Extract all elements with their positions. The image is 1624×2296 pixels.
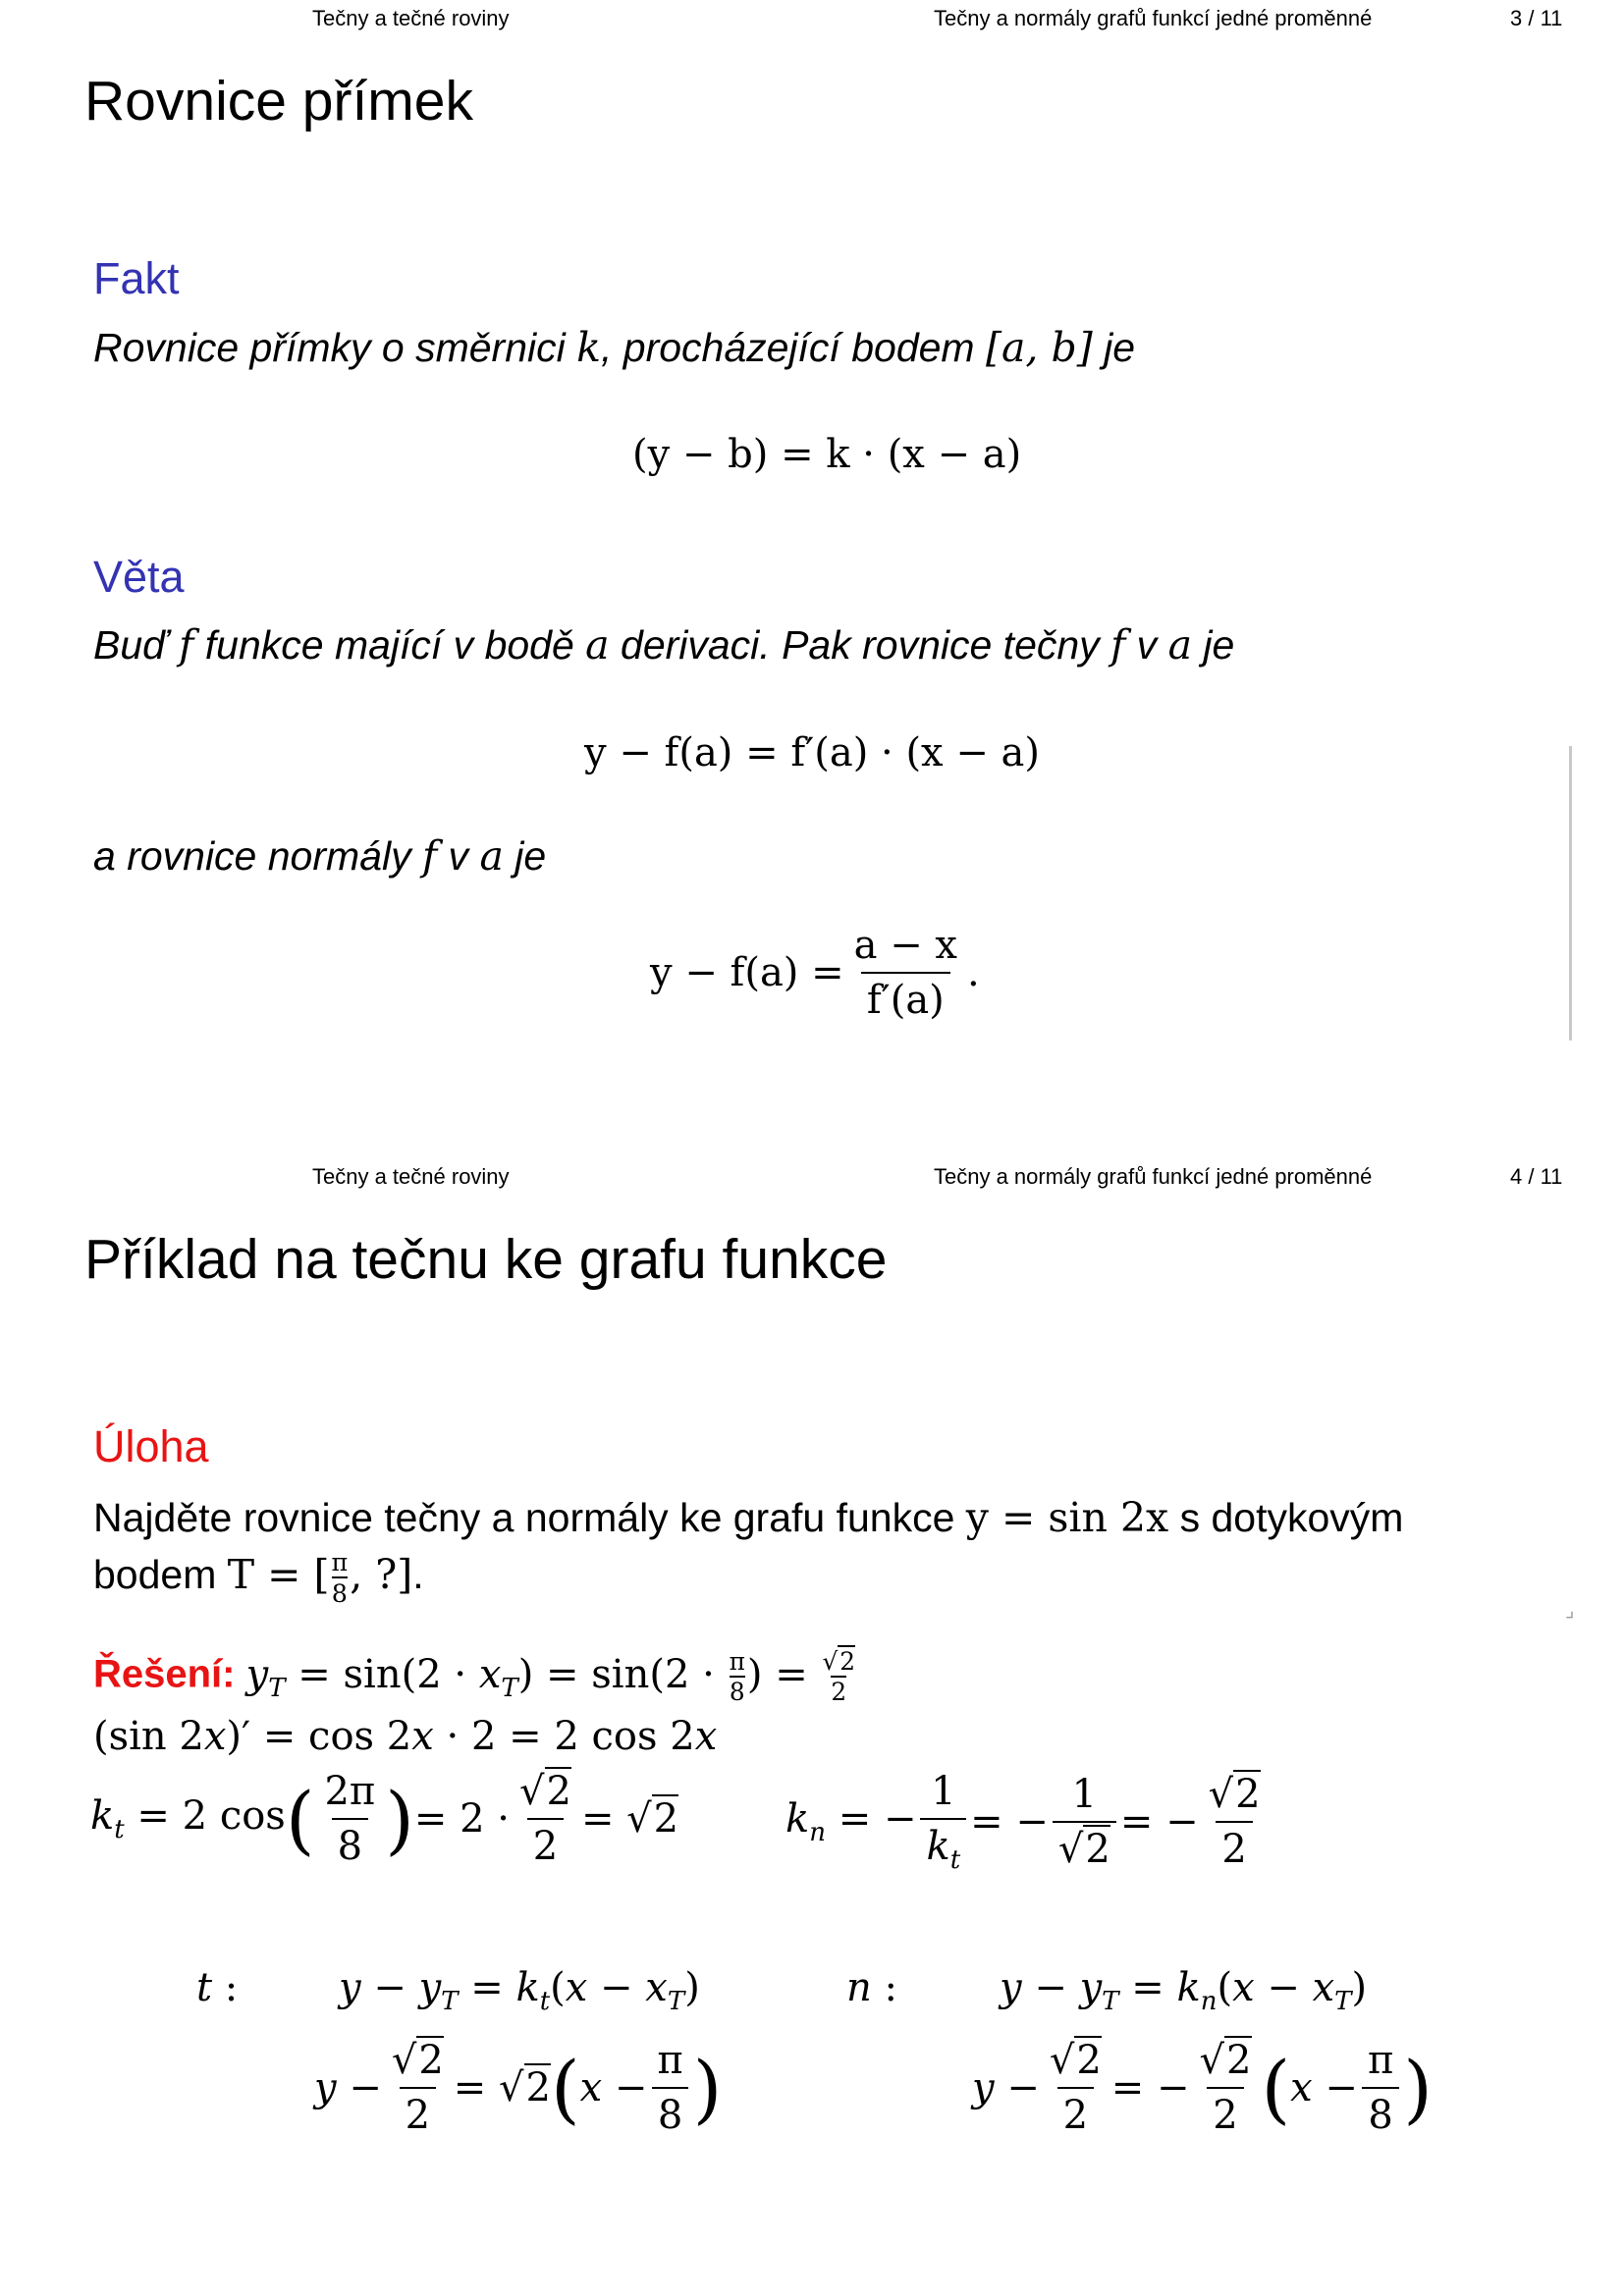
tangent-formula: y − f(a) = f′(a) · (x − a) [584, 730, 1041, 775]
kn-equation: $k_n$ = − $\frac{1}{k_t}$ = − $\frac{1}{√2}$ = − $\frac{√2}{2}$ [785, 1769, 1261, 1875]
page-number: 3 / 11 [1510, 6, 1563, 30]
uloha-line-1: Najděte rovnice tečny a normály ke grafu funkce y = sin 2x s dotykovým [93, 1494, 1404, 1541]
uloha-heading: Úloha [93, 1421, 209, 1471]
fakt-text: Rovnice přímky o směrnici k, procházející bodem [a, b] je [93, 324, 1136, 371]
t-label: t : [196, 1965, 239, 2010]
fakt-formula: (y − b) = k · (x − a) [632, 432, 1022, 477]
veta-heading: Věta [93, 552, 185, 602]
scrollbar[interactable] [1569, 746, 1572, 1041]
slide-title: Příklad na tečnu ke grafu funkce [84, 1228, 888, 1291]
veta-text: Buď f funkce mající v bodě a derivaci. Pak rovnice tečny f v a je [93, 621, 1235, 668]
normal-text: a rovnice normály f v a je [93, 832, 547, 880]
slide-title: Rovnice přímek [84, 70, 473, 133]
tangent-eq-2: y − $\frac{√2}{2}$ = √2 ( x − $\frac{\pi}{8}$ ) [314, 2038, 723, 2138]
normal-eq-2: y − $\frac{√2}{2}$ = − $\frac{√2}{2}$ ( x − $\frac{\pi}{8}$ ) [972, 2038, 1433, 2138]
reseni-line-2: (sin 2x)′ = cos 2x · 2 = 2 cos 2x [93, 1714, 718, 1759]
tangent-eq-1: $y - y_T = k_t(x - x_T)$ [339, 1965, 700, 2016]
reseni-eq-1: $y_T = \sin(2 \cdot x_T) = \sin(2$ · $\frac{\pi}{8}$ ) = $\frac{√2}{2}$ [245, 1647, 856, 1707]
resize-handle-icon[interactable]: ⌟ [1565, 1600, 1575, 1622]
normal-formula: y − f(a) = $\frac{a - x}{f'(a)}$ . [650, 923, 980, 1023]
header-section: Tečny a tečné roviny [312, 6, 510, 30]
fakt-heading: Fakt [93, 253, 180, 303]
header-subsection: Tečny a normály grafů funkcí jedné proměnné [934, 1164, 1373, 1189]
header-section: Tečny a tečné roviny [312, 1164, 510, 1189]
normal-eq-1: $y - y_T = k_n(x - x_T)$ [1000, 1965, 1368, 2016]
header-subsection: Tečny a normály grafů funkcí jedné proměnné [934, 6, 1373, 30]
reseni-line-1: Řešení: $y_T = \sin(2 \cdot x_T) = \sin(2$ · $\frac{\pi}{8}$ ) = $\frac{√2}{2}$ [93, 1647, 856, 1707]
n-label: n : [846, 1965, 897, 2010]
kt-equation: $k_t = 2$ cos ( $\frac{2\pi}{8}$ ) = 2 · $\frac{√2}{2}$ = √2 [90, 1769, 679, 1869]
page-number: 4 / 11 [1510, 1164, 1563, 1189]
uloha-line-2: bodem T = [ $\frac{\pi}{8}$ , ?]. [93, 1547, 424, 1608]
